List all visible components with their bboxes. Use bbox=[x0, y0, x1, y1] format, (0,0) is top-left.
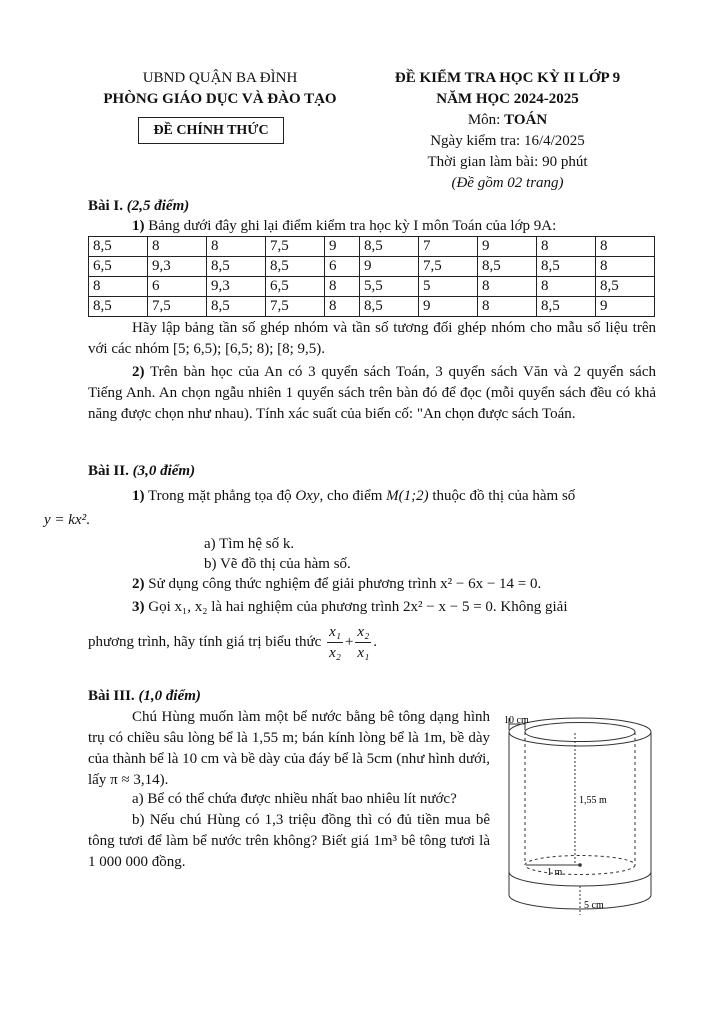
table-cell: 8 bbox=[595, 237, 654, 257]
bai2-q2-text: Sử dụng công thức nghiệm để giải phương trình x² − 6x − 14 = 0. bbox=[148, 576, 542, 592]
bai2-oxy: Oxy bbox=[295, 488, 320, 504]
bai2-q1b bbox=[88, 554, 656, 575]
bai2-q1-text-a: Trong mặt phẳng tọa độ bbox=[147, 488, 296, 504]
bai2-function: y = kx² bbox=[44, 512, 87, 528]
table-cell: 8 bbox=[147, 237, 206, 257]
table-cell: 8 bbox=[324, 277, 359, 297]
table-cell: 8 bbox=[89, 277, 148, 297]
bai2-q1a bbox=[88, 534, 656, 555]
fraction-2-num: x₂ bbox=[355, 622, 371, 643]
table-cell: 8,5 bbox=[206, 297, 265, 317]
table-cell: 8,5 bbox=[477, 257, 536, 277]
bai2-q1-text-b: , cho điểm bbox=[319, 488, 387, 504]
table-cell: 8,5 bbox=[89, 237, 148, 257]
fraction-2-den: x₁ bbox=[357, 645, 370, 661]
table-cell: 7,5 bbox=[265, 297, 324, 317]
bai2-points: (3,0 điểm) bbox=[132, 463, 196, 479]
label-radius: 1 m bbox=[547, 867, 563, 878]
bai3-qa: a) Bể có thể chứa được nhiều nhất bao nhiêu lít nước? bbox=[132, 791, 457, 807]
table-row bbox=[89, 257, 655, 277]
table-row bbox=[89, 297, 655, 317]
table-cell: 8,5 bbox=[89, 297, 148, 317]
bai3-points: (1,0 điểm) bbox=[138, 688, 201, 704]
subject-prefix: Môn: bbox=[467, 112, 505, 128]
exam-duration: Thời gian làm bài: 90 phút bbox=[427, 154, 588, 170]
bai3-title: Bài III. bbox=[88, 688, 135, 704]
fraction-1-num: x₁ bbox=[327, 622, 343, 643]
table-cell: 8 bbox=[206, 237, 265, 257]
table-cell: 6,5 bbox=[265, 277, 324, 297]
table-cell: 8 bbox=[324, 297, 359, 317]
bai1-q1 bbox=[88, 216, 656, 237]
table-cell: 5 bbox=[418, 277, 477, 297]
bai2-heading bbox=[88, 461, 656, 482]
district-committee: UBND QUẬN BA ĐÌNH bbox=[142, 70, 298, 86]
table-row bbox=[89, 277, 655, 297]
pages-note: (Đề gồm 02 trang) bbox=[451, 175, 564, 191]
bai1-q2-num: 2) bbox=[132, 364, 145, 380]
table-cell: 9,3 bbox=[147, 257, 206, 277]
table-cell: 7,5 bbox=[265, 237, 324, 257]
bai3-intro: Chú Hùng muốn làm một bể nước bằng bê tông dạng hình trụ có chiều sâu lòng bể là 1,55 m; bán kính lòng bể là 1m, bề dày của thành bể là 10 cm và bề dày của đáy bể là 5cm (như hình dưới, lấy π ≈ 3,14). bbox=[88, 709, 490, 788]
school-year: NĂM HỌC 2024-2025 bbox=[436, 91, 579, 107]
table-cell: 9 bbox=[477, 237, 536, 257]
table-cell: 8 bbox=[536, 277, 595, 297]
table-row bbox=[89, 237, 655, 257]
table-cell: 6 bbox=[324, 257, 359, 277]
tank-figure bbox=[494, 710, 664, 930]
table-cell: 8 bbox=[595, 257, 654, 277]
bai2-q3-num: 3) bbox=[132, 599, 145, 615]
bai1-q1-task: Hãy lập bảng tần số ghép nhóm và tần số tương đối ghép nhóm cho mẫu số liệu trên với các nhóm [5; 6,5); [6,5; 8); [8; 9,5). bbox=[88, 320, 656, 357]
table-cell: 7,5 bbox=[147, 297, 206, 317]
table-cell: 9 bbox=[324, 237, 359, 257]
bai1-title: Bài I. bbox=[88, 198, 124, 214]
bai2-q3 bbox=[88, 597, 656, 618]
bai3-heading bbox=[88, 686, 656, 707]
table-cell: 8 bbox=[536, 237, 595, 257]
table-cell: 7,5 bbox=[418, 257, 477, 277]
table-cell: 8 bbox=[477, 277, 536, 297]
bai1-heading bbox=[88, 196, 656, 217]
bai2-q2-num: 2) bbox=[132, 576, 145, 592]
label-base-thickness: 5 cm bbox=[584, 900, 604, 911]
table-cell: 9,3 bbox=[206, 277, 265, 297]
bai2-q1-text-c: thuộc đồ thị của hàm số bbox=[428, 488, 576, 504]
bai2-q2 bbox=[88, 574, 656, 595]
bai2-point-m: M(1;2) bbox=[386, 488, 429, 504]
exam-title: ĐỀ KIỂM TRA HỌC KỲ II LỚP 9 bbox=[394, 70, 621, 86]
bai2-q3-text: Gọi x₁, x₂ là hai nghiệm của phương trình 2x² − x − 5 = 0. Không giải bbox=[148, 599, 568, 615]
table-cell: 8 bbox=[477, 297, 536, 317]
bai1-q1-text: Bảng dưới đây ghi lại điểm kiểm tra học kỳ I môn Toán của lớp 9A: bbox=[148, 218, 557, 234]
subject-name: TOÁN bbox=[504, 112, 548, 128]
table-cell: 8,5 bbox=[595, 277, 654, 297]
table-cell: 8,5 bbox=[265, 257, 324, 277]
fraction-2 bbox=[355, 622, 371, 663]
table-cell: 7 bbox=[418, 237, 477, 257]
bai1-q1-num: 1) bbox=[132, 218, 145, 234]
bai2-title: Bài II. bbox=[88, 463, 129, 479]
education-office: PHÒNG GIÁO DỤC VÀ ĐÀO TẠO bbox=[103, 91, 337, 107]
exam-date: Ngày kiểm tra: 16/4/2025 bbox=[430, 133, 585, 149]
bai1-q2 bbox=[88, 362, 656, 425]
bai2-q1a-text: a) Tìm hệ số k. bbox=[204, 536, 295, 552]
bai3-qb: b) Nếu chú Hùng có 1,3 triệu đồng thì có đủ tiền mua bê tông tươi để làm bể nước trên không? Biết giá 1m³ bê tông tươi là 1 000 000 đồng. bbox=[88, 812, 490, 870]
table-cell: 8,5 bbox=[536, 297, 595, 317]
fraction-1-den: x₂ bbox=[329, 645, 341, 661]
bai2-q3-expression: phương trình, hãy tính giá trị biểu thức $\frac{\text{x₁}}{\text{x₂}}$ + $\frac{\text{x₂}}{\text{x₁}}$ . bbox=[88, 624, 378, 661]
bai2-q1-num: 1) bbox=[132, 488, 145, 504]
label-wall-thickness: 10 cm bbox=[504, 715, 529, 726]
table-cell: 9 bbox=[360, 257, 419, 277]
bai1-points: (2,5 điểm) bbox=[126, 198, 190, 214]
table-cell: 8,5 bbox=[360, 297, 419, 317]
table-cell: 8,5 bbox=[536, 257, 595, 277]
table-cell: 5,5 bbox=[360, 277, 419, 297]
subject-line bbox=[375, 110, 640, 131]
bai2-q1b-text: b) Vẽ đồ thị của hàm số. bbox=[204, 556, 351, 572]
bai1-q2-text: Trên bàn học của An có 3 quyển sách Toán, 3 quyển sách Văn và 2 quyển sách Tiếng Anh. An chọn ngẫu nhiên 1 quyển sách trên bàn đó để đọc (mỗi quyển sách đều có khả năng được chọn như nhau). Tính xác suất của biến cố: "An chọn được sách Toán. bbox=[88, 364, 656, 422]
center-point bbox=[578, 863, 582, 867]
bai2-q1: 1) Trong mặt phẳng tọa độ Oxy, cho điểm M(1;2) thuộc đồ thị của hàm số y = kx². bbox=[44, 488, 576, 528]
table-cell: 6,5 bbox=[89, 257, 148, 277]
scores-table bbox=[88, 236, 655, 317]
tank-inner-rim bbox=[525, 723, 635, 742]
table-cell: 6 bbox=[147, 277, 206, 297]
header-right bbox=[375, 68, 640, 194]
header-left bbox=[80, 68, 360, 110]
table-cell: 9 bbox=[595, 297, 654, 317]
table-cell: 9 bbox=[418, 297, 477, 317]
bai2-q3-text2: phương trình, hãy tính giá trị biểu thức bbox=[88, 633, 322, 650]
label-depth: 1,55 m bbox=[579, 795, 607, 806]
table-cell: 8,5 bbox=[206, 257, 265, 277]
table-cell: 8,5 bbox=[360, 237, 419, 257]
official-exam-box: ĐỀ CHÍNH THỨC bbox=[138, 117, 284, 144]
fraction-1 bbox=[327, 622, 343, 663]
tank-base-top bbox=[509, 872, 651, 886]
